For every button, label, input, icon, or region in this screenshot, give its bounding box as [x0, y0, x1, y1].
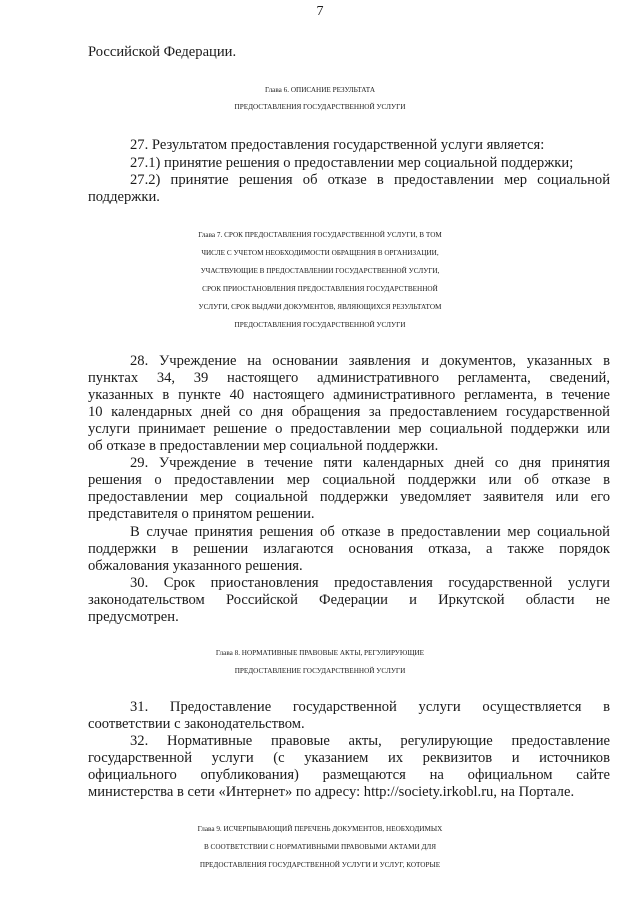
paragraph-29: предоставлении мер социальной поддержки уведомляет заявителя или его	[88, 489, 610, 505]
chapter-9-heading: Глава 9. ИСЧЕРПЫВАЮЩИЙ ПЕРЕЧЕНЬ ДОКУМЕНТОВ, НЕОБХОДИМЫХ	[197, 825, 443, 833]
chapter-7-heading: УЧАСТВУЮЩИЕ В ПРЕДОСТАВЛЕНИИ ГОСУДАРСТВЕННОЙ УСЛУГИ,	[200, 267, 440, 275]
paragraph-28: указанных в пункте 40 настоящего административного регламента, в течение	[88, 387, 610, 403]
paragraph-28: об отказе в предоставлении мер социальной поддержки.	[88, 438, 439, 454]
chapter-7-heading: ПРЕДОСТАВЛЕНИЯ ГОСУДАРСТВЕННОЙ УСЛУГИ	[234, 321, 406, 329]
paragraph-27: 27. Результатом предоставления государственной услуги является:	[130, 137, 545, 153]
paragraph-27-2: поддержки.	[88, 189, 160, 205]
paragraph-28: пунктах 34, 39 настоящего административного регламента, сведений,	[88, 370, 610, 386]
paragraph-32: министерства в сети «Интернет» по адресу: http://society.irkobl.ru, на Портале.	[88, 784, 575, 800]
chapter-7-heading: Глава 7. СРОК ПРЕДОСТАВЛЕНИЯ ГОСУДАРСТВЕННОЙ УСЛУГИ, В ТОМ	[198, 231, 442, 239]
paragraph-28: 10 календарных дней со дня обращения за предоставлением государственной	[88, 404, 610, 420]
paragraph-32: официального опубликования) размещаются на официальном сайте	[88, 767, 610, 783]
paragraph-28: 28. Учреждение на основании заявления и документов, указанных в	[130, 353, 610, 369]
paragraph-28: услуги принимает решение о предоставлении мер социальной поддержки или	[88, 421, 610, 437]
page-number: 7	[316, 4, 324, 19]
paragraph-29: 29. Учреждение в течение пяти календарных дней со дня принятия	[130, 455, 610, 471]
paragraph-27-2: 27.2) принятие решения об отказе в предоставлении мер социальной	[130, 172, 610, 188]
paragraph-27-1: 27.1) принятие решения о предоставлении мер социальной поддержки;	[130, 155, 574, 171]
chapter-6-heading: Глава 6. ОПИСАНИЕ РЕЗУЛЬТАТА	[264, 86, 376, 94]
chapter-7-heading: ЧИСЛЕ С УЧЕТОМ НЕОБХОДИМОСТИ ОБРАЩЕНИЯ В ОРГАНИЗАЦИИ,	[201, 249, 439, 257]
paragraph-32: 32. Нормативные правовые акты, регулирующие предоставление	[130, 733, 610, 749]
chapter-9-heading: В СООТВЕТСТВИИ С НОРМАТИВНЫМИ ПРАВОВЫМИ АКТАМИ ДЛЯ	[203, 843, 437, 851]
paragraph-29-refusal: поддержки в решении излагаются основания отказа, а также порядок	[88, 541, 610, 557]
paragraph-31: соответствии с законодательством.	[88, 716, 305, 732]
paragraph-29-refusal: обжалования указанного решения.	[88, 558, 303, 574]
paragraph-30: предусмотрен.	[88, 609, 179, 625]
chapter-7-heading: СРОК ПРИОСТАНОВЛЕНИЯ ПРЕДОСТАВЛЕНИЯ ГОСУДАРСТВЕННОЙ	[202, 285, 438, 293]
chapter-7-heading: УСЛУГИ, СРОК ВЫДАЧИ ДОКУМЕНТОВ, ЯВЛЯЮЩИХСЯ РЕЗУЛЬТАТОМ	[198, 303, 442, 311]
paragraph-29: решения о предоставлении мер социальной поддержки или об отказе в	[88, 472, 610, 488]
text-line: Российской Федерации.	[88, 44, 237, 60]
paragraph-32: государственной услуги (с указанием их реквизитов и источников	[88, 750, 610, 766]
chapter-8-heading: ПРЕДОСТАВЛЕНИЕ ГОСУДАРСТВЕННОЙ УСЛУГИ	[234, 667, 406, 675]
paragraph-29-refusal: В случае принятия решения об отказе в предоставлении мер социальной	[130, 524, 610, 540]
chapter-9-heading: ПРЕДОСТАВЛЕНИЯ ГОСУДАРСТВЕННОЙ УСЛУГИ И УСЛУГ, КОТОРЫЕ	[199, 861, 441, 869]
paragraph-30: законодательством Российской Федерации и Иркутской области не	[88, 592, 610, 608]
chapter-8-heading: Глава 8. НОРМАТИВНЫЕ ПРАВОВЫЕ АКТЫ, РЕГУЛИРУЮЩИЕ	[215, 649, 425, 657]
paragraph-29: представителя о принятом решении.	[88, 506, 315, 522]
paragraph-31: 31. Предоставление государственной услуги осуществляется в	[130, 699, 610, 715]
chapter-6-heading: ПРЕДОСТАВЛЕНИЯ ГОСУДАРСТВЕННОЙ УСЛУГИ	[234, 103, 406, 111]
paragraph-30: 30. Срок приостановления предоставления государственной услуги	[130, 575, 610, 591]
